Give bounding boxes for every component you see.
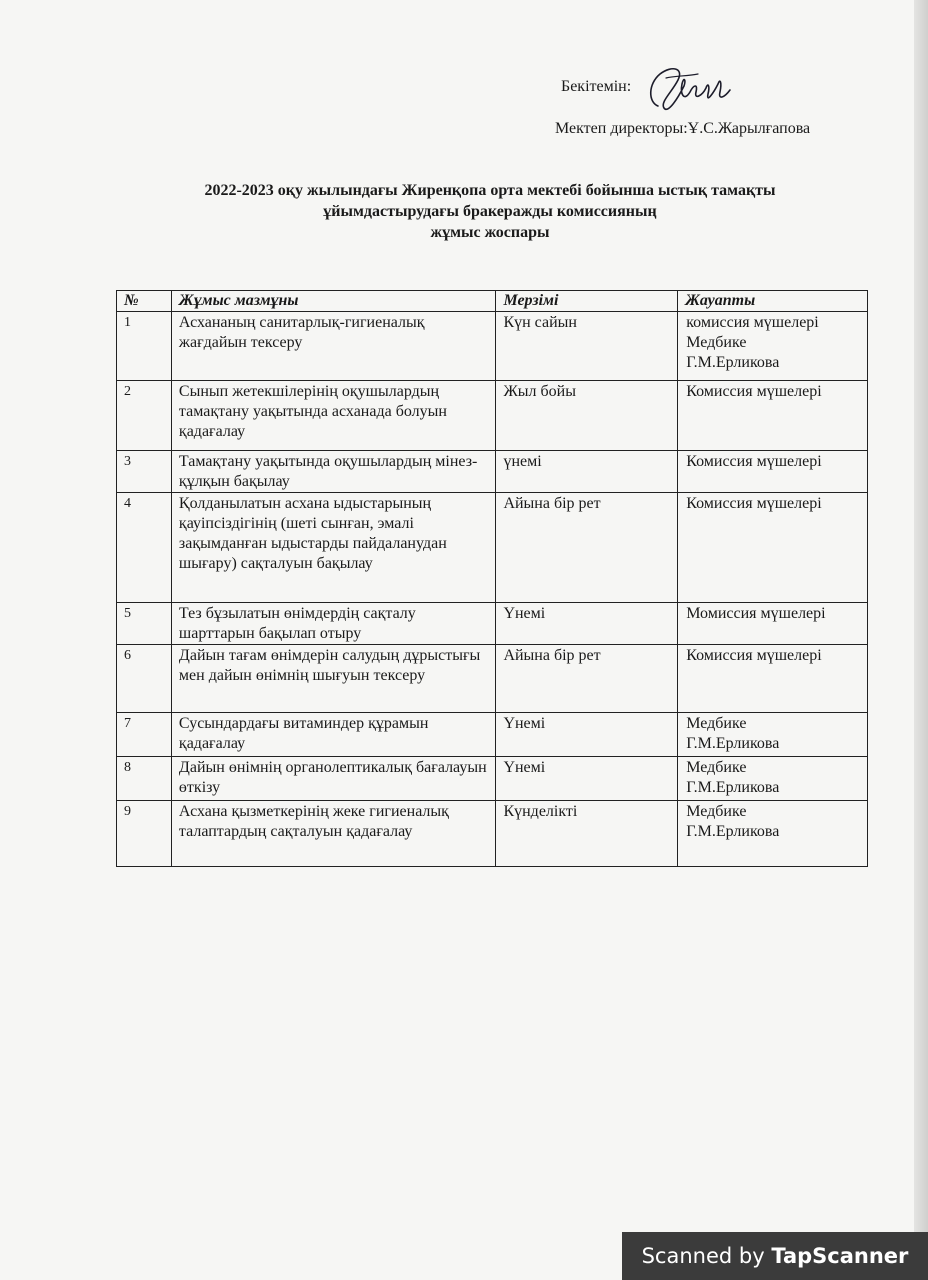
row-number: 4 [117,493,172,603]
row-period: Күнделікті [496,801,678,867]
responsible-line: Медбике [686,803,747,820]
responsible-line: Комиссия мүшелері [686,453,822,470]
row-period: Үнемі [496,713,678,757]
row-responsible [678,757,868,801]
responsible-line: Момиссия мүшелері [686,605,826,622]
row-task: Сынып жетекшілерінің оқушылардың тамақтану уақытында асханада болуын қадағалау [171,381,496,451]
row-period: Жыл бойы [496,381,678,451]
responsible-line: Комиссия мүшелері [686,647,822,664]
row-period: үнемі [496,451,678,493]
row-task: Асхана қызметкерінің жеке гигиеналық талаптардың сақталуын қадағалау [171,801,496,867]
table-row [117,493,868,603]
row-responsible [678,312,868,381]
header-period: Мерзімі [496,291,678,312]
row-responsible [678,713,868,757]
row-responsible [678,381,868,451]
title-line-3: жұмыс жоспары [430,224,550,241]
row-number: 2 [117,381,172,451]
row-number: 6 [117,645,172,713]
responsible-line: Г.М.Ерликова [686,735,780,752]
row-task: Тез бұзылатын өнімдердің сақталу шарттарын бақылап отыру [171,603,496,645]
responsible-line: Комиссия мүшелері [686,383,822,400]
director-line: Мектеп директоры:Ұ.С.Жарылғапова [555,120,811,137]
row-task: Асхананың санитарлық-гигиеналық жағдайын тексеру [171,312,496,381]
row-number: 1 [117,312,172,381]
responsible-line: Медбике [686,334,747,351]
table-header-row [117,291,868,312]
header-number: № [117,291,172,312]
responsible-line: Г.М.Ерликова [686,823,780,840]
table-row [117,713,868,757]
responsible-line: Г.М.Ерликова [686,779,780,796]
row-number: 5 [117,603,172,645]
responsible-line: Медбике [686,715,747,732]
responsible-line: комиссия мүшелері [686,314,819,331]
row-responsible [678,801,868,867]
responsible-line: Комиссия мүшелері [686,495,822,512]
row-number: 8 [117,757,172,801]
responsible-line: Медбике [686,759,747,776]
approval-label: Бекітемін: [561,78,632,95]
row-number: 9 [117,801,172,867]
row-period: Айына бір рет [496,493,678,603]
table-row [117,645,868,713]
watermark-prefix: Scanned by [641,1244,765,1268]
page-edge [914,0,928,1280]
work-plan-table [116,290,868,867]
row-task: Дайын тағам өнімдерін салудың дұрыстығы мен дайын өнімнің шығуын тексеру [171,645,496,713]
header-responsible: Жауапты [678,291,868,312]
row-task: Қолданылатын асхана ыдыстарының қауіпсіздігінің (шеті сынған, эмалі зақымданған ыдыстарды пайдаланудан шығару) сақталуын бақылау [171,493,496,603]
row-task: Сусындардағы витаминдер құрамын қадағалау [171,713,496,757]
row-period: Айына бір рет [496,645,678,713]
row-period: Үнемі [496,603,678,645]
table-row [117,451,868,493]
row-responsible [678,493,868,603]
table-row [117,312,868,381]
responsible-line: Г.М.Ерликова [686,354,780,371]
table-row [117,757,868,801]
table-row [117,801,868,867]
document-title [110,180,870,243]
table-row [117,603,868,645]
table-row [117,381,868,451]
header-task: Жұмыс мазмұны [171,291,496,312]
row-task: Дайын өнімнің органолептикалық бағалауын өткізу [171,757,496,801]
scanner-watermark [622,1232,928,1280]
title-line-2: ұйымдастырудағы бракеражды комиссияның [323,203,657,220]
row-number: 7 [117,713,172,757]
row-responsible [678,645,868,713]
title-line-1: 2022-2023 оқу жылындағы Жиренқопа орта мектебі бойынша ыстық тамақты [204,182,776,199]
director-signature [644,62,736,120]
row-period: Күн сайын [496,312,678,381]
row-responsible [678,603,868,645]
watermark-brand: TapScanner [771,1244,909,1268]
row-task: Тамақтану уақытында оқушылардың мінез-құлқын бақылау [171,451,496,493]
row-responsible [678,451,868,493]
row-period: Үнемі [496,757,678,801]
row-number: 3 [117,451,172,493]
